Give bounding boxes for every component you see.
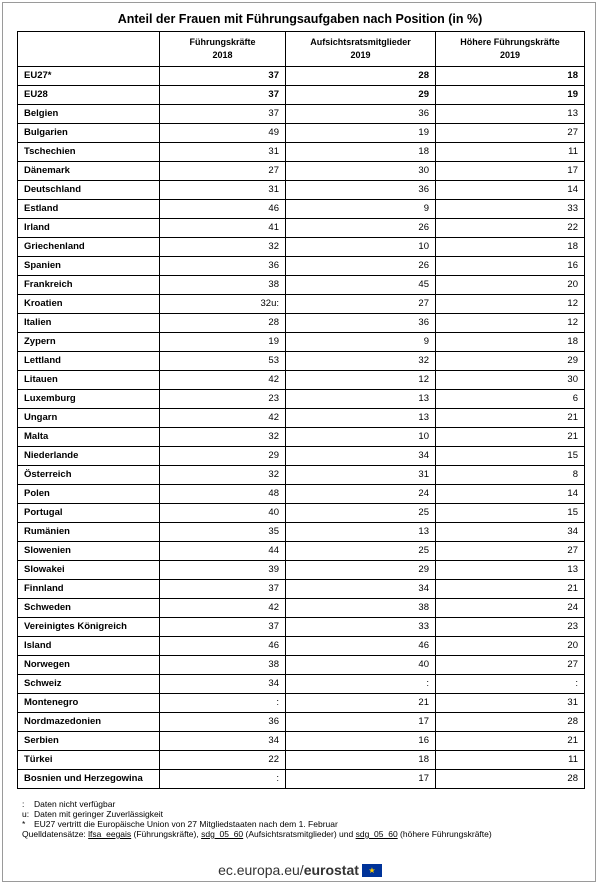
row-country: Malta — [18, 428, 160, 447]
table-row — [18, 504, 585, 523]
cell-fuehrungskraefte: 35 — [160, 523, 286, 542]
cell-fuehrungskraefte: 46 — [160, 200, 286, 219]
cell-hoehere-fuehrungskraefte: 27 — [436, 542, 585, 561]
cell-fuehrungskraefte: 37 — [160, 618, 286, 637]
row-country: Estland — [18, 200, 160, 219]
cell-hoehere-fuehrungskraefte: 28 — [436, 770, 585, 789]
table-row — [18, 390, 585, 409]
table-row — [18, 238, 585, 257]
cell-aufsichtsrat: 33 — [286, 618, 436, 637]
cell-aufsichtsrat: 16 — [286, 732, 436, 751]
table-row — [18, 295, 585, 314]
dataset-link-sdg-05-60[interactable]: sdg_05_60 — [201, 829, 244, 839]
cell-fuehrungskraefte: : — [160, 694, 286, 713]
cell-fuehrungskraefte: 31 — [160, 143, 286, 162]
cell-hoehere-fuehrungskraefte: 18 — [436, 333, 585, 352]
notes — [22, 799, 338, 829]
cell-hoehere-fuehrungskraefte: 14 — [436, 181, 585, 200]
header-col-3: Höhere Führungskräfte 2019 — [436, 32, 585, 67]
cell-aufsichtsrat: 10 — [286, 238, 436, 257]
row-country: Portugal — [18, 504, 160, 523]
cell-aufsichtsrat: 19 — [286, 124, 436, 143]
note-item: * EU27 vertritt die Europäische Union von 27 Mitgliedstaaten nach dem 1. Februar — [22, 819, 338, 829]
cell-aufsichtsrat: 36 — [286, 314, 436, 333]
row-country: Schweiz — [18, 675, 160, 694]
table-row — [18, 105, 585, 124]
row-country: Spanien — [18, 257, 160, 276]
table-row — [18, 523, 585, 542]
table-body — [18, 67, 585, 789]
cell-fuehrungskraefte: 44 — [160, 542, 286, 561]
cell-fuehrungskraefte: 37 — [160, 105, 286, 124]
cell-hoehere-fuehrungskraefte: 21 — [436, 428, 585, 447]
cell-aufsichtsrat: 13 — [286, 409, 436, 428]
row-country: Ungarn — [18, 409, 160, 428]
table-row — [18, 770, 585, 789]
cell-aufsichtsrat: 46 — [286, 637, 436, 656]
cell-fuehrungskraefte: 42 — [160, 409, 286, 428]
table-row — [18, 656, 585, 675]
table-row — [18, 732, 585, 751]
cell-aufsichtsrat: 17 — [286, 713, 436, 732]
cell-hoehere-fuehrungskraefte: 29 — [436, 352, 585, 371]
row-country: Griechenland — [18, 238, 160, 257]
row-country: Italien — [18, 314, 160, 333]
table-row — [18, 580, 585, 599]
cell-aufsichtsrat: 12 — [286, 371, 436, 390]
row-country: Rumänien — [18, 523, 160, 542]
cell-hoehere-fuehrungskraefte: : — [436, 675, 585, 694]
eurostat-footer: ec.europa.eu/eurostat ★ — [0, 862, 600, 878]
cell-aufsichtsrat: 36 — [286, 181, 436, 200]
cell-aufsichtsrat: 26 — [286, 219, 436, 238]
cell-aufsichtsrat: 9 — [286, 200, 436, 219]
cell-aufsichtsrat: 10 — [286, 428, 436, 447]
row-country: Zypern — [18, 333, 160, 352]
cell-fuehrungskraefte: 41 — [160, 219, 286, 238]
cell-fuehrungskraefte: 34 — [160, 732, 286, 751]
cell-hoehere-fuehrungskraefte: 21 — [436, 580, 585, 599]
cell-aufsichtsrat: 38 — [286, 599, 436, 618]
table-row — [18, 276, 585, 295]
source-datasets: Quelldatensätze: lfsa_eegais (Führungskräfte), sdg_05_60 (Aufsichtsratsmitglieder) und sdg_05_60 (höhere Führungskräfte) — [22, 829, 492, 839]
table-row — [18, 409, 585, 428]
cell-fuehrungskraefte: 29 — [160, 447, 286, 466]
row-country: Litauen — [18, 371, 160, 390]
table-row — [18, 466, 585, 485]
cell-fuehrungskraefte: 36 — [160, 257, 286, 276]
cell-fuehrungskraefte: 32 — [160, 466, 286, 485]
row-country: Luxemburg — [18, 390, 160, 409]
cell-hoehere-fuehrungskraefte: 11 — [436, 751, 585, 770]
row-country: Österreich — [18, 466, 160, 485]
cell-aufsichtsrat: 31 — [286, 466, 436, 485]
cell-aufsichtsrat: 18 — [286, 143, 436, 162]
table-row — [18, 86, 585, 105]
table-row — [18, 599, 585, 618]
table-row — [18, 257, 585, 276]
cell-hoehere-fuehrungskraefte: 34 — [436, 523, 585, 542]
table-row — [18, 694, 585, 713]
cell-hoehere-fuehrungskraefte: 12 — [436, 295, 585, 314]
table-row — [18, 447, 585, 466]
cell-fuehrungskraefte: 28 — [160, 314, 286, 333]
table-row — [18, 162, 585, 181]
table-row — [18, 200, 585, 219]
cell-hoehere-fuehrungskraefte: 15 — [436, 447, 585, 466]
eu-flag-icon: ★ — [362, 864, 382, 877]
cell-hoehere-fuehrungskraefte: 12 — [436, 314, 585, 333]
cell-hoehere-fuehrungskraefte: 6 — [436, 390, 585, 409]
cell-aufsichtsrat: 21 — [286, 694, 436, 713]
cell-hoehere-fuehrungskraefte: 13 — [436, 561, 585, 580]
cell-fuehrungskraefte: 23 — [160, 390, 286, 409]
cell-fuehrungskraefte: 37 — [160, 67, 286, 86]
cell-hoehere-fuehrungskraefte: 23 — [436, 618, 585, 637]
table-row — [18, 314, 585, 333]
cell-aufsichtsrat: 29 — [286, 561, 436, 580]
table-row — [18, 561, 585, 580]
cell-fuehrungskraefte: 42 — [160, 371, 286, 390]
cell-fuehrungskraefte: 37 — [160, 86, 286, 105]
cell-hoehere-fuehrungskraefte: 21 — [436, 409, 585, 428]
cell-fuehrungskraefte: 32u: — [160, 295, 286, 314]
row-country: Tschechien — [18, 143, 160, 162]
table-row — [18, 143, 585, 162]
cell-hoehere-fuehrungskraefte: 15 — [436, 504, 585, 523]
cell-fuehrungskraefte: 42 — [160, 599, 286, 618]
row-country: Türkei — [18, 751, 160, 770]
dataset-link-sdg-05-60-2[interactable]: sdg_05_60 — [355, 829, 398, 839]
cell-aufsichtsrat: 29 — [286, 86, 436, 105]
cell-hoehere-fuehrungskraefte: 30 — [436, 371, 585, 390]
cell-hoehere-fuehrungskraefte: 8 — [436, 466, 585, 485]
row-country: Montenegro — [18, 694, 160, 713]
row-country: Deutschland — [18, 181, 160, 200]
table-row — [18, 333, 585, 352]
header-row — [18, 32, 585, 67]
cell-aufsichtsrat: 28 — [286, 67, 436, 86]
table-row — [18, 542, 585, 561]
cell-aufsichtsrat: 45 — [286, 276, 436, 295]
dataset-link-lfsa-eegais[interactable]: lfsa_eegais — [88, 829, 132, 839]
cell-hoehere-fuehrungskraefte: 17 — [436, 162, 585, 181]
table-row — [18, 428, 585, 447]
header-country — [18, 32, 160, 67]
cell-hoehere-fuehrungskraefte: 13 — [436, 105, 585, 124]
cell-hoehere-fuehrungskraefte: 16 — [436, 257, 585, 276]
data-table — [17, 31, 585, 789]
table-row — [18, 485, 585, 504]
row-country: Island — [18, 637, 160, 656]
cell-hoehere-fuehrungskraefte: 31 — [436, 694, 585, 713]
cell-aufsichtsrat: 24 — [286, 485, 436, 504]
row-country: Niederlande — [18, 447, 160, 466]
row-country: EU28 — [18, 86, 160, 105]
cell-fuehrungskraefte: 32 — [160, 428, 286, 447]
cell-fuehrungskraefte: 19 — [160, 333, 286, 352]
cell-hoehere-fuehrungskraefte: 27 — [436, 124, 585, 143]
table-row — [18, 618, 585, 637]
cell-fuehrungskraefte: 37 — [160, 580, 286, 599]
row-country: Slowakei — [18, 561, 160, 580]
cell-fuehrungskraefte: 34 — [160, 675, 286, 694]
row-country: Lettland — [18, 352, 160, 371]
note-item: u: Daten mit geringer Zuverlässigkeit — [22, 809, 163, 819]
cell-fuehrungskraefte: 36 — [160, 713, 286, 732]
row-country: Norwegen — [18, 656, 160, 675]
cell-hoehere-fuehrungskraefte: 14 — [436, 485, 585, 504]
cell-aufsichtsrat: 34 — [286, 580, 436, 599]
cell-hoehere-fuehrungskraefte: 22 — [436, 219, 585, 238]
row-country: Dänemark — [18, 162, 160, 181]
cell-aufsichtsrat: 25 — [286, 542, 436, 561]
cell-hoehere-fuehrungskraefte: 21 — [436, 732, 585, 751]
cell-aufsichtsrat: 9 — [286, 333, 436, 352]
cell-fuehrungskraefte: : — [160, 770, 286, 789]
table-row — [18, 219, 585, 238]
table-row — [18, 371, 585, 390]
cell-hoehere-fuehrungskraefte: 19 — [436, 86, 585, 105]
cell-aufsichtsrat: 13 — [286, 390, 436, 409]
row-country: Schweden — [18, 599, 160, 618]
table-row — [18, 352, 585, 371]
cell-aufsichtsrat: 25 — [286, 504, 436, 523]
row-country: Irland — [18, 219, 160, 238]
cell-aufsichtsrat: 13 — [286, 523, 436, 542]
table-row — [18, 637, 585, 656]
table-row — [18, 67, 585, 86]
cell-aufsichtsrat: 18 — [286, 751, 436, 770]
table-title: Anteil der Frauen mit Führungsaufgaben nach Position (in %) — [117, 12, 483, 26]
row-country: Frankreich — [18, 276, 160, 295]
cell-fuehrungskraefte: 31 — [160, 181, 286, 200]
header-col-1: Führungskräfte 2018 — [160, 32, 286, 67]
cell-hoehere-fuehrungskraefte: 24 — [436, 599, 585, 618]
row-country: Finnland — [18, 580, 160, 599]
table-row — [18, 124, 585, 143]
header-col-2: Aufsichtsratsmitglieder 2019 — [286, 32, 436, 67]
cell-hoehere-fuehrungskraefte: 20 — [436, 637, 585, 656]
cell-hoehere-fuehrungskraefte: 28 — [436, 713, 585, 732]
table-row — [18, 181, 585, 200]
cell-hoehere-fuehrungskraefte: 11 — [436, 143, 585, 162]
row-country: Slowenien — [18, 542, 160, 561]
cell-fuehrungskraefte: 22 — [160, 751, 286, 770]
cell-hoehere-fuehrungskraefte: 18 — [436, 238, 585, 257]
table-row — [18, 675, 585, 694]
row-country: Bulgarien — [18, 124, 160, 143]
cell-fuehrungskraefte: 46 — [160, 637, 286, 656]
cell-fuehrungskraefte: 27 — [160, 162, 286, 181]
cell-hoehere-fuehrungskraefte: 18 — [436, 67, 585, 86]
cell-hoehere-fuehrungskraefte: 20 — [436, 276, 585, 295]
row-country: Polen — [18, 485, 160, 504]
cell-aufsichtsrat: 17 — [286, 770, 436, 789]
cell-aufsichtsrat: 27 — [286, 295, 436, 314]
row-country: Bosnien und Herzegowina — [18, 770, 160, 789]
row-country: Belgien — [18, 105, 160, 124]
cell-fuehrungskraefte: 49 — [160, 124, 286, 143]
row-country: Kroatien — [18, 295, 160, 314]
cell-aufsichtsrat: 36 — [286, 105, 436, 124]
cell-fuehrungskraefte: 40 — [160, 504, 286, 523]
cell-fuehrungskraefte: 53 — [160, 352, 286, 371]
cell-fuehrungskraefte: 38 — [160, 276, 286, 295]
cell-aufsichtsrat: 30 — [286, 162, 436, 181]
table-row — [18, 751, 585, 770]
row-country: EU27* — [18, 67, 160, 86]
cell-aufsichtsrat: 26 — [286, 257, 436, 276]
cell-fuehrungskraefte: 32 — [160, 238, 286, 257]
cell-hoehere-fuehrungskraefte: 27 — [436, 656, 585, 675]
cell-fuehrungskraefte: 39 — [160, 561, 286, 580]
cell-aufsichtsrat: 32 — [286, 352, 436, 371]
cell-fuehrungskraefte: 48 — [160, 485, 286, 504]
row-country: Vereinigtes Königreich — [18, 618, 160, 637]
note-item: : Daten nicht verfügbar — [22, 799, 116, 809]
cell-aufsichtsrat: 40 — [286, 656, 436, 675]
cell-aufsichtsrat: 34 — [286, 447, 436, 466]
row-country: Nordmazedonien — [18, 713, 160, 732]
cell-fuehrungskraefte: 38 — [160, 656, 286, 675]
cell-aufsichtsrat: : — [286, 675, 436, 694]
row-country: Serbien — [18, 732, 160, 751]
table-row — [18, 713, 585, 732]
cell-hoehere-fuehrungskraefte: 33 — [436, 200, 585, 219]
